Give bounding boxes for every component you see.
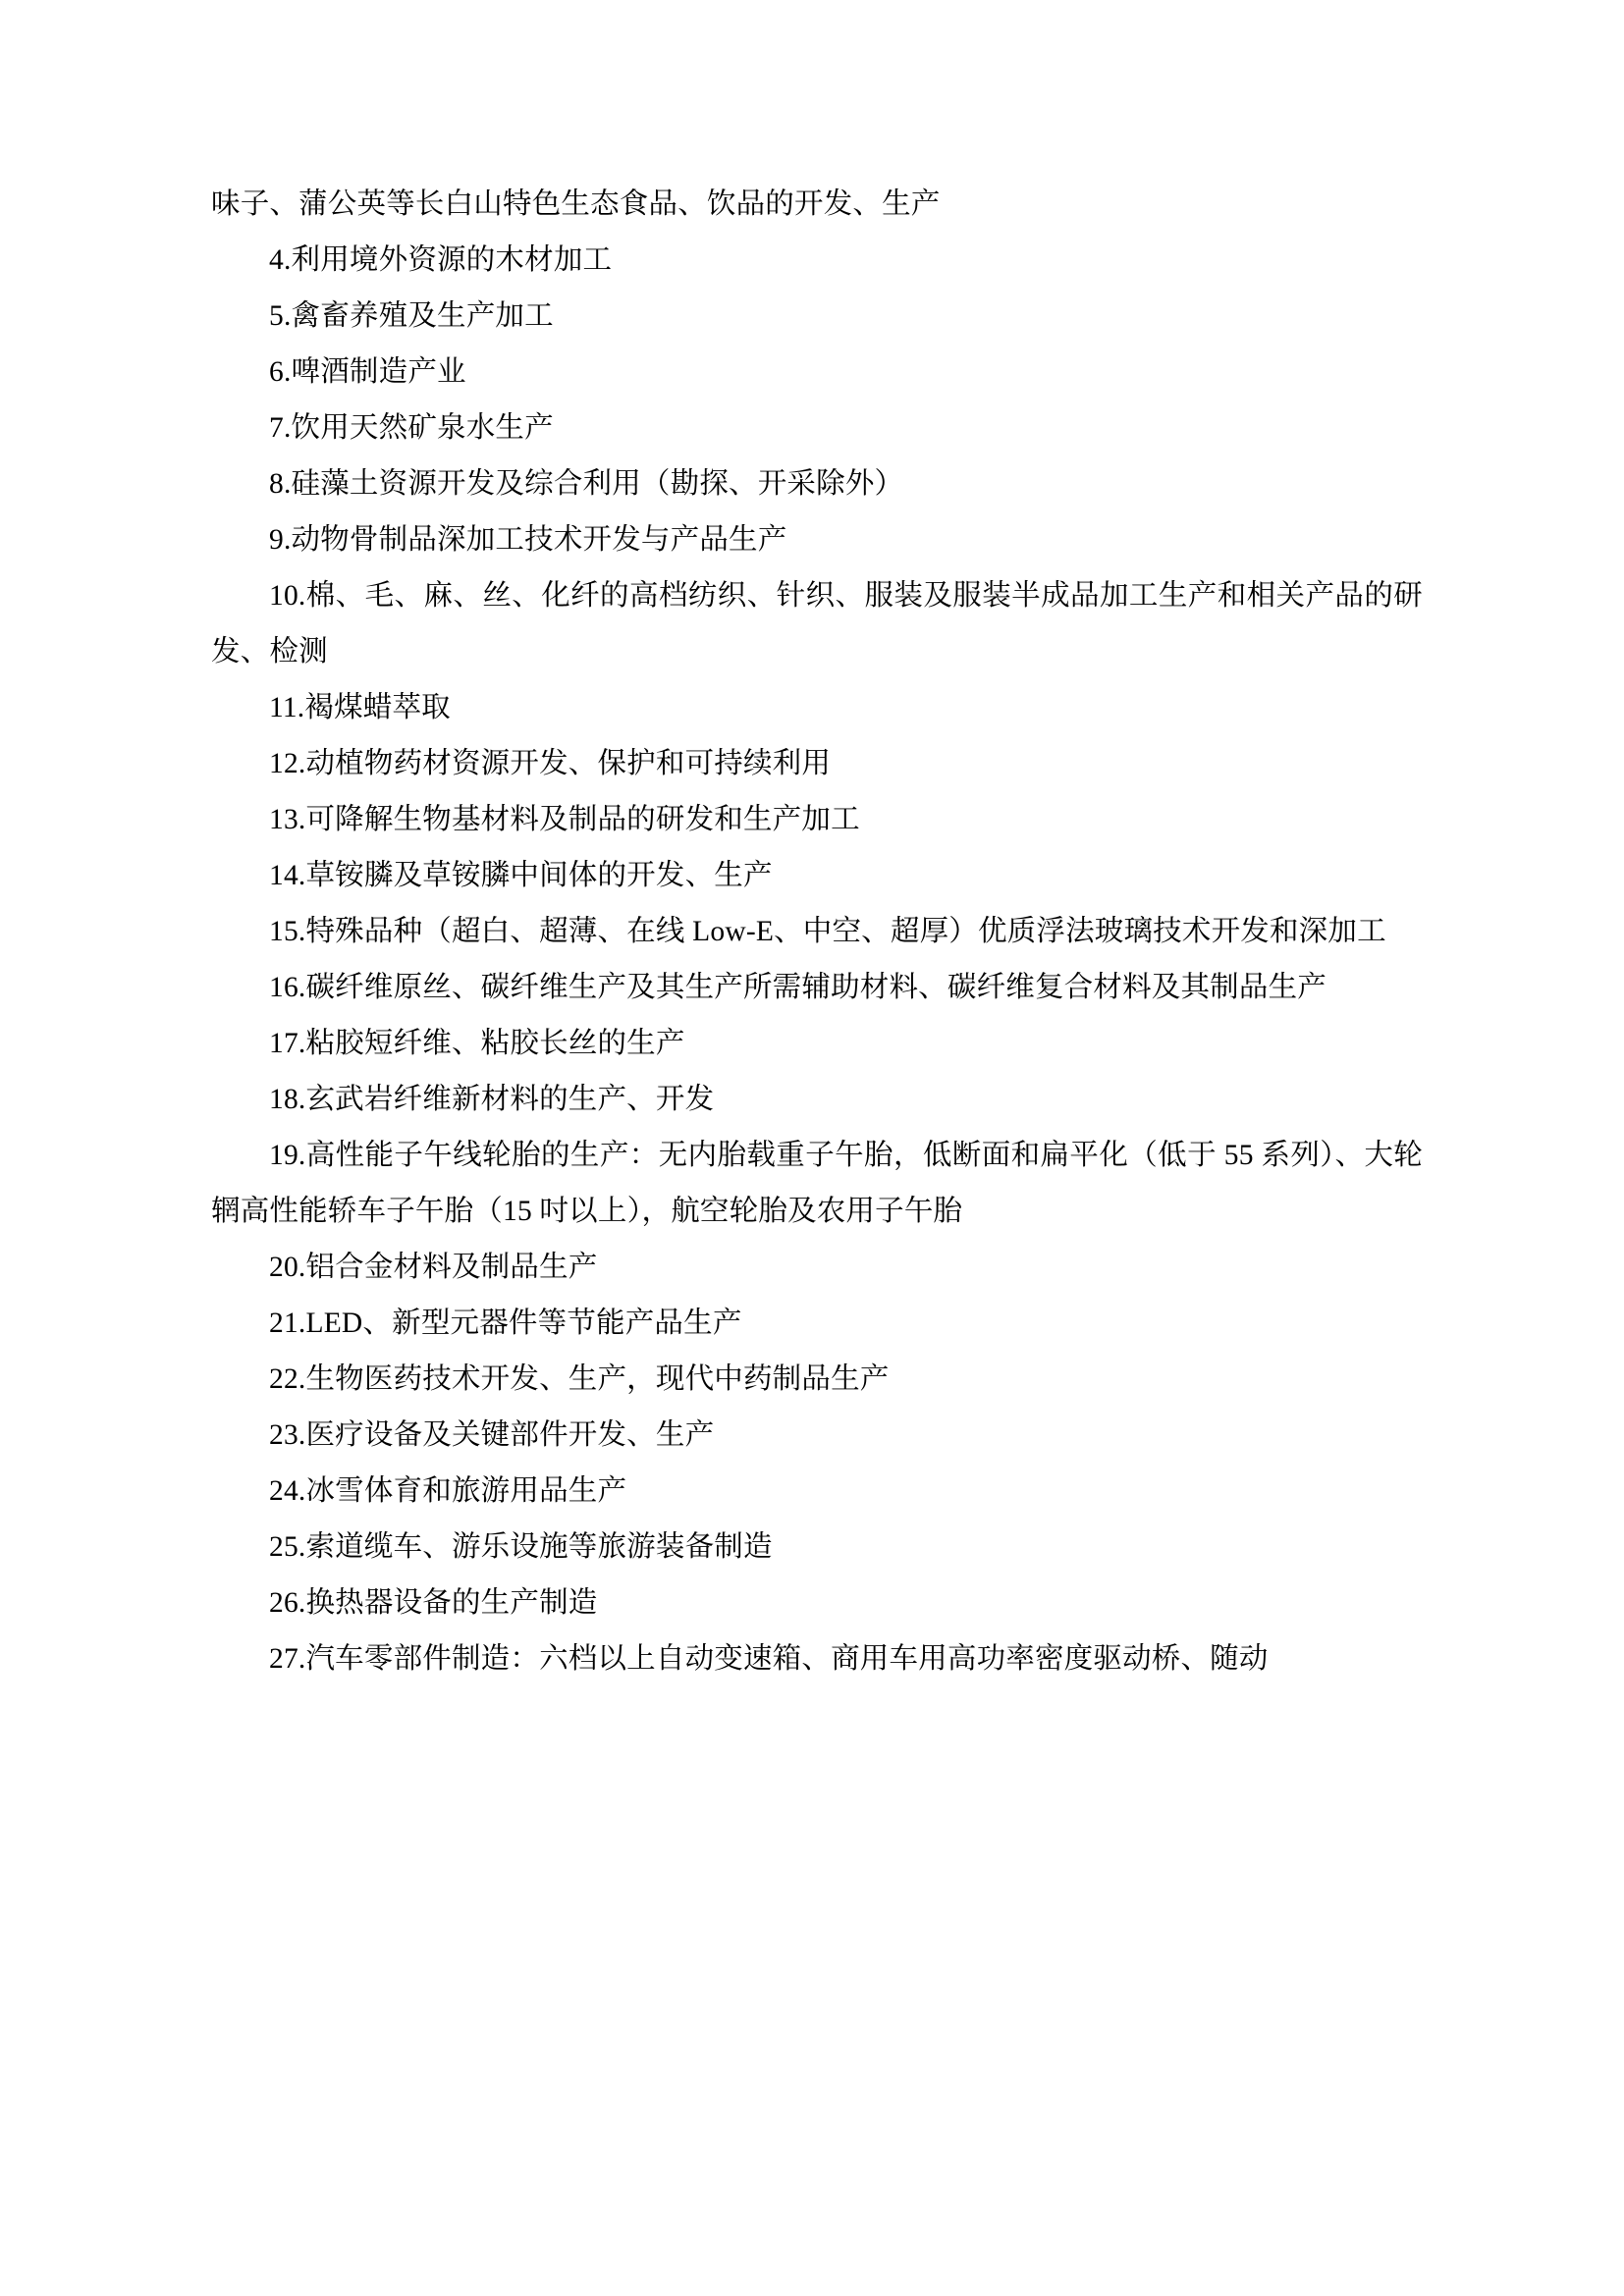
list-item-18: 18.玄武岩纤维新材料的生产、开发 — [269, 1084, 715, 1115]
list-item-9: 9.动物骨制品深加工技术开发与产品生产 — [269, 524, 787, 556]
list-item-5: 5.禽畜养殖及生产加工 — [269, 300, 554, 332]
list-item-13: 13.可降解生物基材料及制品的研发和生产加工 — [269, 804, 860, 835]
list-item-23: 23.医疗设备及关键部件开发、生产 — [269, 1419, 715, 1451]
list-item-12: 12.动植物药材资源开发、保护和可持续利用 — [269, 748, 832, 779]
list-item-6: 6.啤酒制造产业 — [269, 356, 466, 388]
list-item-10: 10.棉、毛、麻、丝、化纤的高档纺织、针织、服装及服装半成品加工生产和相关产品的研发、检测 — [211, 580, 1423, 667]
list-item-14: 14.草铵膦及草铵膦中间体的开发、生产 — [269, 860, 773, 891]
list-item-7: 7.饮用天然矿泉水生产 — [269, 412, 554, 444]
list-item-20: 20.铝合金材料及制品生产 — [269, 1252, 598, 1283]
list-item-25: 25.索道缆车、游乐设施等旅游装备制造 — [269, 1531, 773, 1563]
list-item-19: 19.高性能子午线轮胎的生产：无内胎载重子午胎，低断面和扁平化（低于 55 系列）、大轮辋高性能轿车子午胎（15 吋以上），航空轮胎及农用子午胎 — [211, 1140, 1423, 1227]
list-item-11: 11.褐煤蜡萃取 — [269, 692, 451, 723]
document-body — [211, 177, 1423, 1687]
list-item-22: 22.生物医药技术开发、生产，现代中药制品生产 — [269, 1363, 890, 1395]
list-item-16: 16.碳纤维原丝、碳纤维生产及其生产所需辅助材料、碳纤维复合材料及其制品生产 — [269, 972, 1326, 1003]
list-item-4: 4.利用境外资源的木材加工 — [269, 244, 613, 276]
list-item-17: 17.粘胶短纤维、粘胶长丝的生产 — [269, 1028, 685, 1059]
paragraph-continuation: 味子、蒲公英等长白山特色生态食品、饮品的开发、生产 — [211, 188, 941, 220]
list-item-26: 26.换热器设备的生产制造 — [269, 1587, 598, 1619]
list-item-8: 8.硅藻土资源开发及综合利用（勘探、开采除外） — [269, 468, 904, 500]
list-item-15: 15.特殊品种（超白、超薄、在线 Low-E、中空、超厚）优质浮法玻璃技术开发和深加工 — [269, 916, 1386, 947]
list-item-27: 27.汽车零部件制造：六档以上自动变速箱、商用车用高功率密度驱动桥、随动 — [269, 1643, 1269, 1675]
list-item-24: 24.冰雪体育和旅游用品生产 — [269, 1475, 627, 1507]
list-item-21: 21.LED、新型元器件等节能产品生产 — [269, 1308, 742, 1339]
